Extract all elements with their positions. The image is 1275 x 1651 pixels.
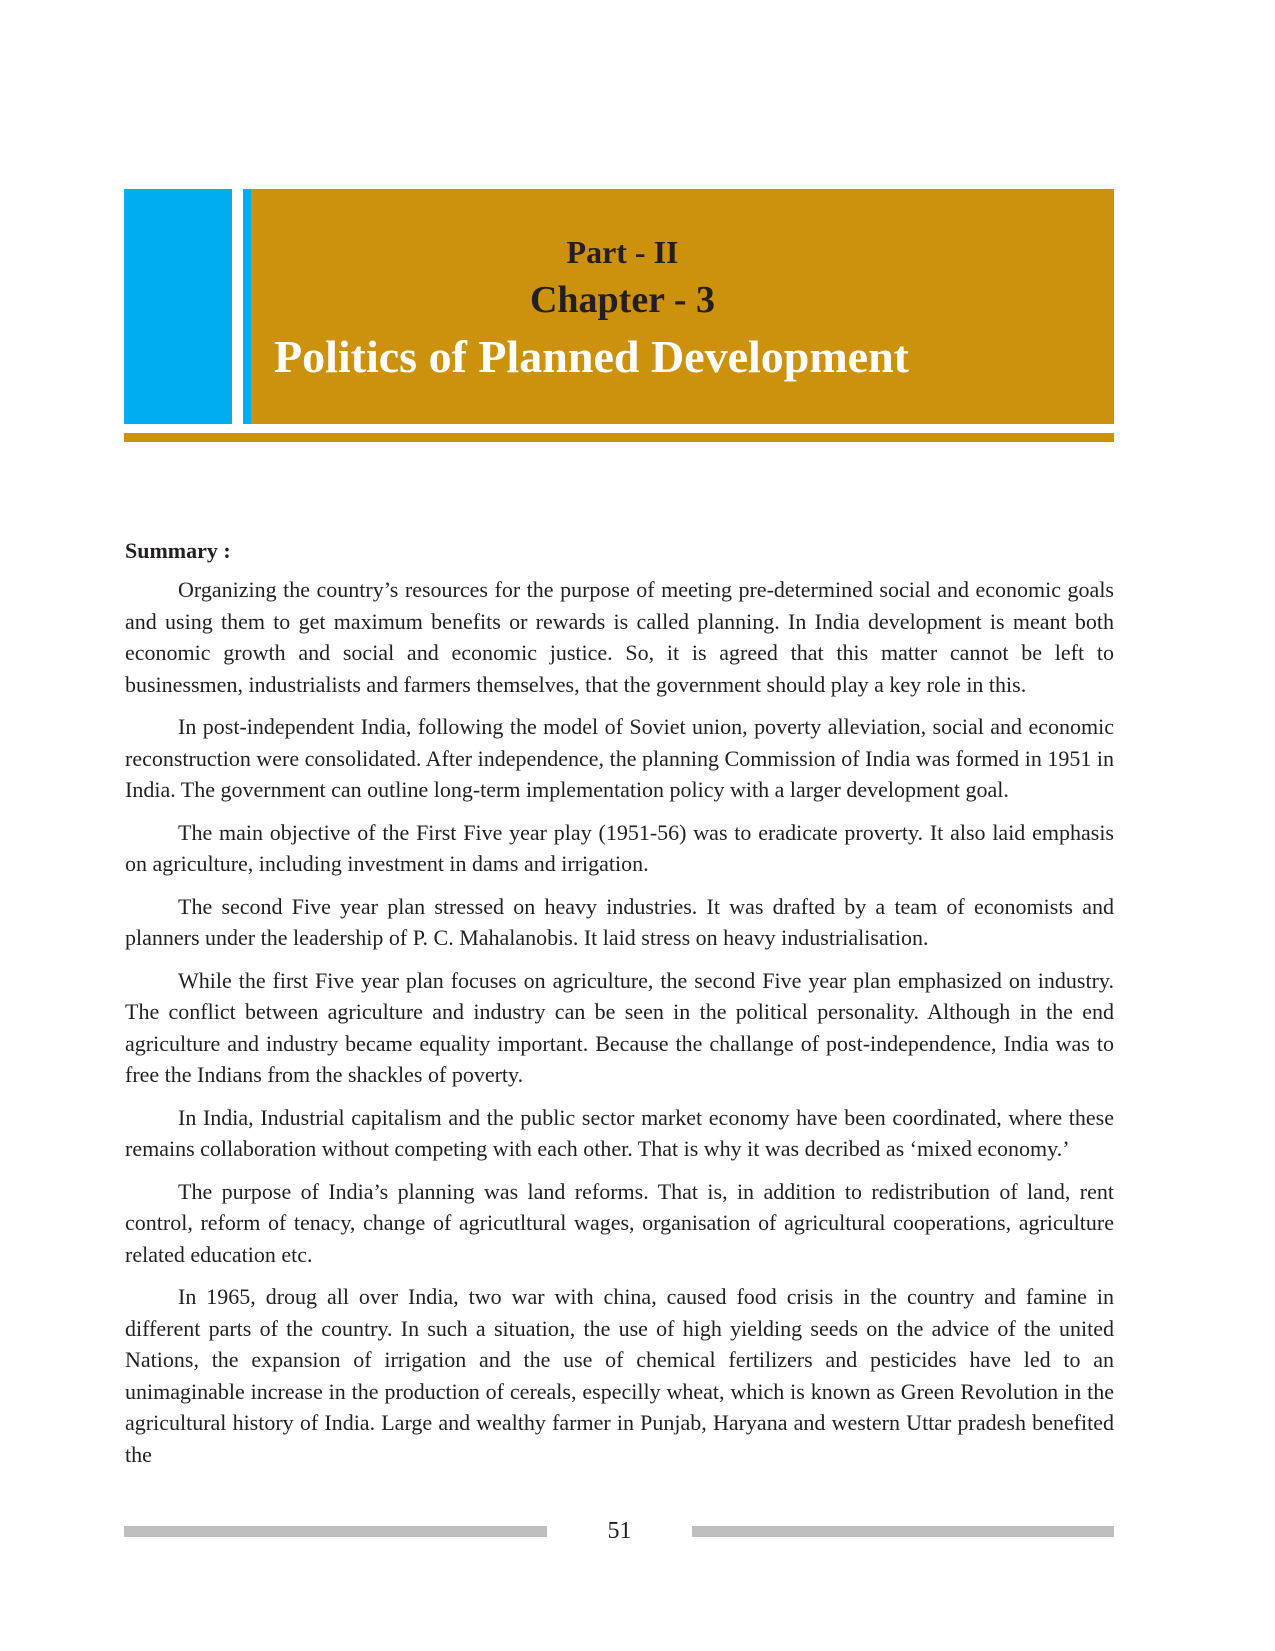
summary-paragraph: In 1965, droug all over India, two war with china, caused food crisis in the country and famine in different parts of the country. In such a situation, the use of high yielding seeds on the advice of the united Nations, the expansion of irrigation and the use of chemical fertilizers and pesticides have led to an unimaginable increase in the production of cereals, especilly wheat, which is known as Green Revolution in the agricultural history of India. Large and wealthy farmer in Punjab, Haryana and western Uttar pradesh benefited the bbox=[125, 1284, 1114, 1467]
footer-bar-left bbox=[124, 1526, 547, 1537]
header-blue-strip bbox=[243, 189, 251, 424]
summary-paragraph: In India, Industrial capitalism and the public sector market economy have been coordinated, where these remains collaboration without competing with each other. That is why it was decribed as ‘mixed economy.’ bbox=[125, 1104, 1114, 1161]
summary-paragraph: While the first Five year plan focuses on agriculture, the second Five year plan emphasized on industry. The conflict between agriculture and industry can be seen in the political personality. Although in the end agriculture and industry became equality important. Because the challange of post-independence, India was to free the Indians from the shackles of poverty. bbox=[125, 967, 1114, 1087]
summary-section bbox=[125, 536, 1114, 1481]
part-label: Part - II bbox=[566, 234, 679, 270]
chapter-title: Politics of Planned Development bbox=[274, 331, 909, 382]
footer-bar-right bbox=[692, 1526, 1114, 1537]
header-gold-underline bbox=[124, 433, 1114, 442]
summary-paragraph: The main objective of the First Five year play (1951-56) was to eradicate proverty. It also laid emphasis on agriculture, including investment in dams and irrigation. bbox=[125, 819, 1114, 876]
page-number: 51 bbox=[607, 1518, 632, 1544]
chapter-label: Chapter - 3 bbox=[529, 279, 716, 321]
summary-paragraph: The purpose of India’s planning was land reforms. That is, in addition to redistribution of land, rent control, reform of tenacy, change of agricutltural wages, organisation of agricultural cooperations, agriculture related education etc. bbox=[125, 1178, 1114, 1267]
summary-heading: Summary : bbox=[125, 538, 231, 563]
summary-paragraph: The second Five year plan stressed on heavy industries. It was drafted by a team of economists and planners under the leadership of P. C. Mahalanobis. It laid stress on heavy industrialisation. bbox=[125, 893, 1114, 950]
header-blue-block bbox=[124, 189, 232, 424]
summary-paragraph: Organizing the country’s resources for the purpose of meeting pre-determined social and economic goals and using them to get maximum benefits or rewards is called planning. In India development is meant both economic growth and social and economic justice. So, it is agreed that this matter cannot be left to businessmen, industrialists and farmers themselves, that the government should play a key role in this. bbox=[125, 577, 1114, 697]
summary-paragraph: In post-independent India, following the model of Soviet union, poverty alleviation, social and economic reconstruction were consolidated. After independence, the planning Commission of India was formed in 1951 in India. The government can outline long-term implementation policy with a larger development goal. bbox=[125, 714, 1114, 802]
